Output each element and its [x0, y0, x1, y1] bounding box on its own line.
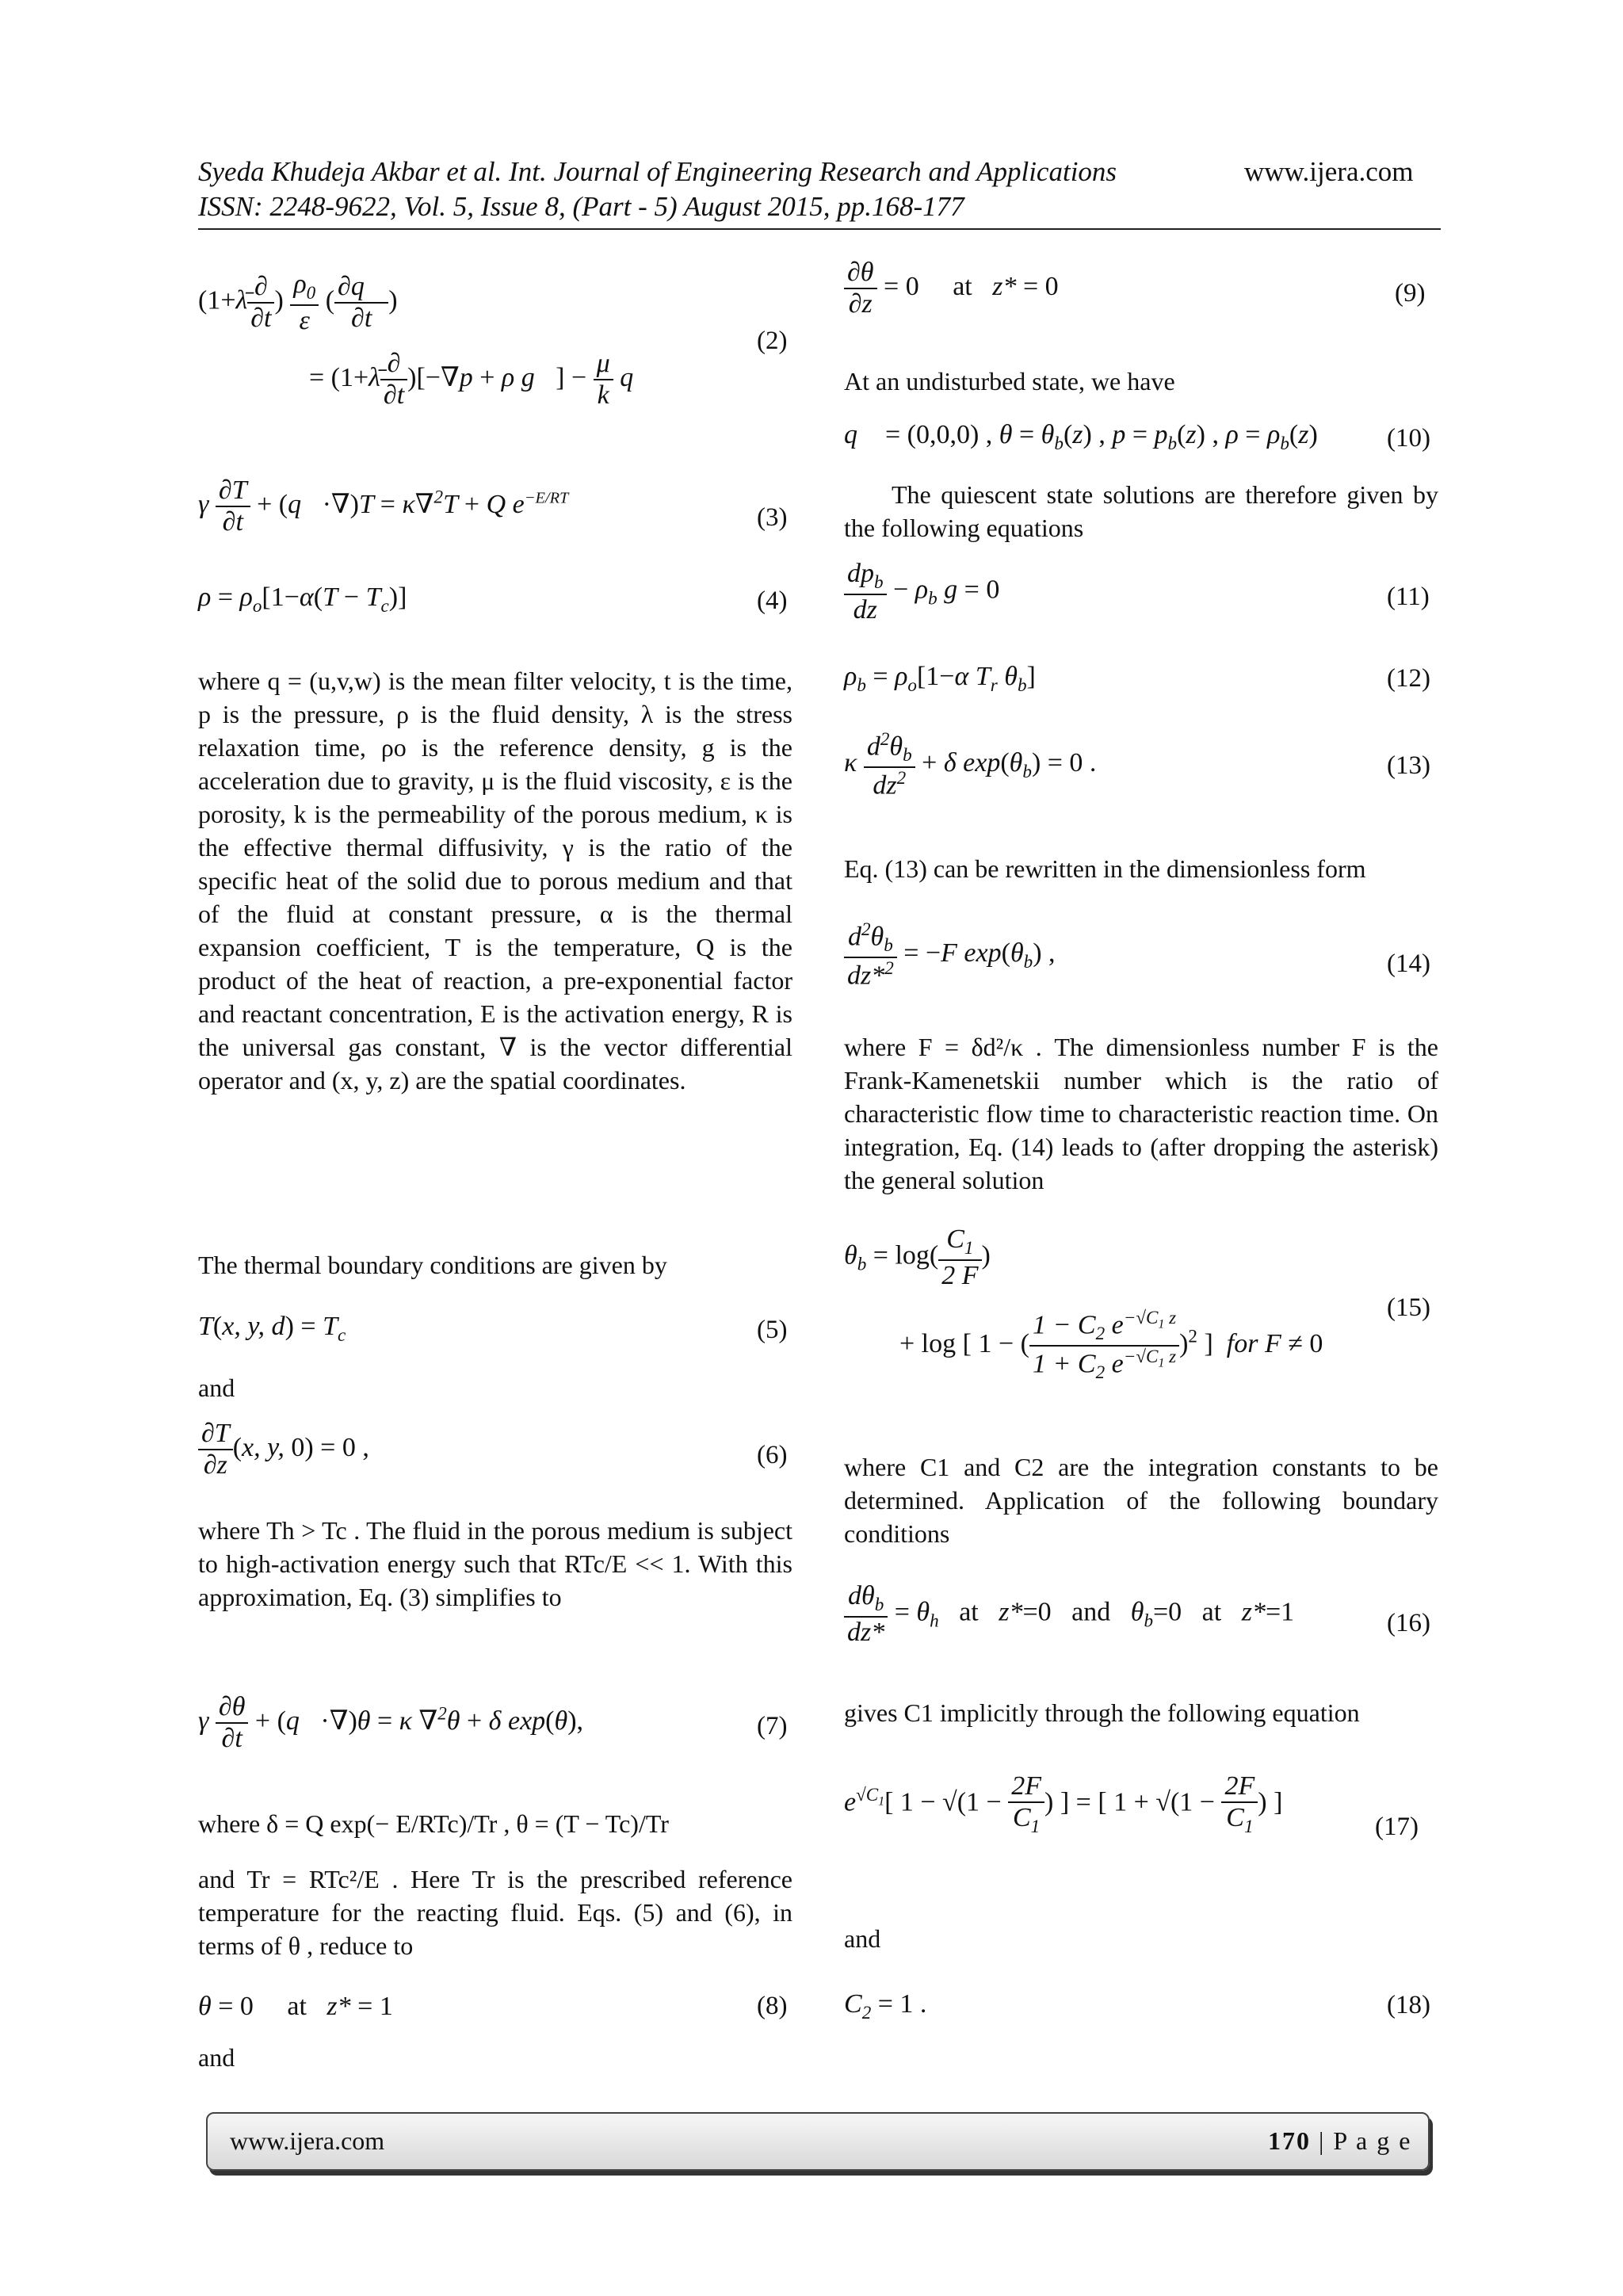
equation-number: (13) — [1387, 751, 1430, 780]
equation-14: $\frac{d^2\theta_b}{dz*^2}$ = −F $\exp(\theta_b)$ , — [844, 919, 1056, 991]
equation-12: $\rho_b = \rho_o[1-\alpha$ $T_r$ $\theta_b$] — [844, 662, 1036, 696]
delta-theta-definitions: where δ = Q exp(− E/RTc)/Tr , θ = (T − Tc)/Tr — [198, 1809, 669, 1838]
footer-url-link[interactable]: www.ijera.com — [230, 2126, 385, 2155]
equation-2-line1: (1+λ̄ $\frac{\partial}{\partial t}$ ) $\frac{\rho_0}{\varepsilon}$ ( $\frac{\partial q⃗}{\partial t}$ ) — [198, 269, 398, 335]
header-divider — [198, 228, 1441, 230]
equation-3: γ $\frac{\partial T}{\partial t}$ + (q⃗·∇)T = κ∇$^2$T + Q $e^{-E/RT}$ — [198, 476, 569, 537]
journal-url[interactable]: www.ijera.com — [1244, 156, 1414, 187]
equation-number: (7) — [757, 1712, 788, 1740]
equation-number: (6) — [757, 1441, 788, 1469]
implicit-c1-text: gives C1 implicitly through the following equation — [844, 1698, 1360, 1727]
equation-6: $\frac{\partial T}{\partial z}$ (x, y, 0) = 0 , — [198, 1419, 369, 1480]
running-header-issn: ISSN: 2248-9622, Vol. 5, Issue 8, (Part - 5) August 2015, pp.168-177 — [198, 191, 964, 222]
connector-and: and — [198, 1373, 235, 1402]
equation-number: (15) — [1387, 1293, 1430, 1322]
running-header-citation: Syeda Khudeja Akbar et al. Int. Journal of Engineering Research and Applications — [198, 156, 1117, 187]
equation-18: $C_2 = 1$ . — [844, 1989, 927, 2023]
equation-7: γ $\frac{\partial\theta}{\partial t}$ + (q⃗·∇)θ = κ ∇$^2$θ + δ exp(θ), — [198, 1692, 584, 1753]
equation-number: (18) — [1387, 1991, 1430, 2019]
connector-and: and — [198, 2043, 235, 2072]
equation-number: (11) — [1387, 583, 1430, 611]
undisturbed-state-text: At an undisturbed state, we have — [844, 367, 1175, 395]
equation-4: $\rho = \rho_o[1-\alpha(T - T_c)]$ — [198, 583, 407, 617]
equation-number: (8) — [757, 1992, 788, 2020]
equation-8: θ = 0 at z* = 1 — [198, 1992, 393, 2021]
equation-15-line1: $\theta_b = \log$( $\frac{C_1}{2 F}$ ) — [844, 1224, 991, 1290]
equation-17: $e^{√C_1}$[ 1 − √(1 − $\frac{2F}{C_1}$ ) ] = [ 1 + √(1 − $\frac{2F}{C_1}$ ) ] — [844, 1771, 1283, 1837]
equation-15-line2: + log [ 1 − ( $\frac{1 - C_2 e^{-√C_1 z}}{1 + C_2 e^{-√C_1 z}}$ )$^2$ ] for F ≠ 0 — [899, 1308, 1323, 1384]
equation-5: T(x, y, $d) = T_c$ — [198, 1312, 346, 1346]
equation-10: q⃗ = (0,0,0) , $\theta = \theta_b(z)$ , $p = p_b(z)$ , $\rho = \rho_b(z)$ — [844, 420, 1318, 454]
thermal-bc-intro: The thermal boundary conditions are given by — [198, 1251, 667, 1279]
equation-number: (16) — [1387, 1609, 1430, 1637]
frank-kamenetskii-paragraph: where F = δd²/κ . The dimensionless number F is the Frank-Kamenetskii number which is the ratio of characteristic flow time to characteristic reaction time. On integration, Eq. (14) leads to (after dropping the asterisk) the general solution — [844, 1033, 1438, 1194]
equation-2-line2: = (1+λ̄ $\frac{\partial}{\partial t}$ )[−∇p + ρ g⃗] − $\frac{\mu}{k}$ q⃗ — [309, 349, 655, 410]
page-number-value: 170 — [1268, 2126, 1311, 2155]
reference-temperature-paragraph: and Tr = RTc²/E . Here Tr is the prescribed reference temperature for the reacting fluid. Eqs. (5) and (6), in terms of θ , reduce to — [198, 1865, 792, 1960]
equation-number: (4) — [757, 586, 788, 615]
equation-9: $\frac{\partial\theta}{\partial z}$ = 0 at z* = 0 — [844, 258, 1059, 319]
equation-11: $\frac{dp_b}{dz}$ − $\rho_b$ g = 0 — [844, 559, 999, 625]
dimensionless-intro: Eq. (13) can be rewritten in the dimensionless form — [844, 854, 1366, 883]
equation-number: (5) — [757, 1316, 788, 1344]
integration-constants-paragraph: where C1 and C2 are the integration constants to be determined. Application of the following boundary conditions — [844, 1453, 1438, 1548]
equation-number: (2) — [757, 327, 788, 355]
equation-16: $\frac{d\theta_b}{dz*}$ = $\theta_h$ at z*=0 and $\theta_b=0$ at z*=1 — [844, 1581, 1294, 1648]
page-label: | P a g e — [1319, 2126, 1412, 2155]
variable-definitions-paragraph: where q = (u,v,w) is the mean filter velocity, t is the time, p is the pressure, ρ is the fluid density, λ is the stress relaxation time, ρo is the reference density, g is the acceleration due to gravity, μ is the fluid viscosity, ε is the porosity, k is the permeability of the porous medium, κ is the effective thermal diffusivity, γ is the ratio of the specific heat of the solid due to porous medium and that of the fluid at constant pressure, α is the thermal expansion coefficient, T is the temperature, Q is the product of the heat of reaction, a pre-exponential factor and reactant concentration, E is the activation energy, R is the universal gas constant, ∇ is the vector differential operator and (x, y, z) are the spatial coordinates. — [198, 667, 792, 1095]
footer-bar — [206, 2112, 1430, 2171]
equation-number: (10) — [1387, 424, 1430, 453]
quiescent-state-text: The quiescent state solutions are therefore given by the following equations — [844, 480, 1438, 542]
equation-number: (14) — [1387, 949, 1430, 978]
equation-13: κ $\frac{d^2\theta_b}{dz^2}$ + δ $\exp(\theta_b) = 0$ . — [844, 729, 1097, 800]
connector-and: and — [844, 1924, 881, 1953]
equation-number: (17) — [1375, 1813, 1419, 1841]
equation-number: (12) — [1387, 664, 1430, 693]
equation-number: (3) — [757, 503, 788, 532]
equation-number: (9) — [1395, 279, 1426, 308]
high-activation-paragraph: where Th > Tc . The fluid in the porous medium is subject to high-activation energy such that RTc/E << 1. With this approximation, Eq. (3) simplifies to — [198, 1516, 792, 1611]
page-number — [1268, 2126, 1411, 2156]
